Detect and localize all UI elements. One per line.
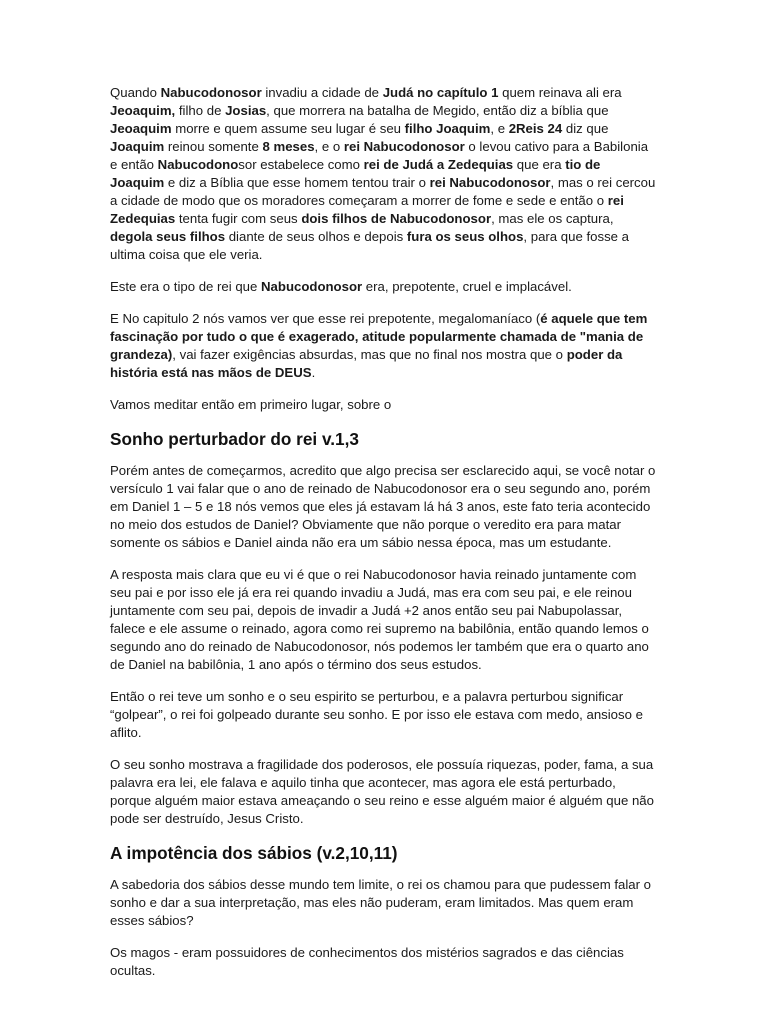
bold-text: 8 meses [262,139,315,154]
section-heading-wise-men: A impotência dos sábios (v.2,10,11) [110,843,398,863]
bold-text: filho Joaquim [404,121,491,136]
bold-text: 2Reis 24 [508,121,563,136]
bold-text: degola seus filhos [110,229,226,244]
bold-text: Joaquim [110,139,165,154]
bold-text: rei Nabucodonosor [343,139,465,154]
bold-text: Jeoaquim, [110,103,176,118]
section-heading-dream: Sonho perturbador do rei v.1,3 [110,429,359,449]
paragraph-clarification: Porém antes de começarmos, acredito que algo precisa ser esclarecido aqui, se você notar o versículo 1 vai falar que o ano de reinado de Nabucodonosor era o seu segundo ano, porém em Daniel 1 – 5 e 18 nós vemos que eles já estavam lá há 3 anos, este fato teria acontecido no meio dos estudos de Daniel? Obviamente que não porque o veredito era para matar somente os sábios e Daniel ainda não era um sábio nessa época, mas um estudante. [110,463,656,550]
bold-text: Jeoaquim [110,121,172,136]
bold-text: Josias [225,103,267,118]
paragraph-wisdom-limit: A sabedoria dos sábios desse mundo tem limite, o rei os chamou para que pudessem falar o sonho e dar a sua interpretação, mas eles não puderam, eram limitados. Mas quem eram esses sábios? [110,877,651,928]
bold-text: fura os seus olhos [406,229,524,244]
bold-text: Nabucodonosor [160,85,262,100]
bold-text: tio de Joaquim [110,157,601,190]
bold-text: Judá no capítulo 1 [382,85,499,100]
paragraph-intro: Quando Nabucodonosor invadiu a cidade de Judá no capítulo 1 quem reinava ali era Jeoaquim, filho de Josias, que morrera na batalha de Megido, então diz a bíblia que Jeoaquim morre e quem assume seu lugar é seu filho Joaquim, e 2Reis 24 diz que Joaquim reinou somente 8 meses, e o rei Nabucodonosor o levou cativo para a Babilonia e então Nabucodonosor estabelece como rei de Judá a Zedequias que era tio de Joaquim e diz a Bíblia que esse homem tentou trair o rei Nabucodonosor, mas o rei cercou a cidade de modo que os moradores começaram a morrer de fome e sede e então o rei Zedequias tenta fugir com seus dois filhos de Nabucodonosor, mas ele os captura, degola seus filhos diante de seus olhos e depois fura os seus olhos, para que fosse a ultima coisa que ele veria. [110,85,656,262]
paragraph-dream-troubled: Então o rei teve um sonho e o seu espirito se perturbou, e a palavra perturbou significar “golpear”, o rei foi golpeado durante seu sonho. E por isso ele estava com medo, ansioso e aflito. [110,689,643,740]
bold-text: rei de Judá a Zedequias [363,157,514,172]
bold-text: poder da história está nas mãos de DEUS [110,347,623,380]
paragraph-chapter-2: E No capitulo 2 nós vamos ver que esse rei prepotente, megalomaníaco (é aquele que tem fascinação por tudo o que é exagerado, atitude popularmente chamada de "mania de grandeza), vai fazer exigências absurdas, mas que no final nos mostra que o poder da história está nas mãos de DEUS. [110,311,648,380]
bold-text: Nabucodono [157,157,239,172]
paragraph-magicians: Os magos - eram possuidores de conhecimentos dos mistérios sagrados e das ciências ocultas. [110,945,624,978]
bold-text: dois filhos de Nabucodonosor [301,211,492,226]
paragraph-answer: A resposta mais clara que eu vi é que o rei Nabucodonosor havia reinado juntamente com seu pai e por isso ele já era rei quando invadiu a Judá, mas era com seu pai, e ele reinou juntamente com seu pai, depois de invadir a Judá +2 anos então seu pai Nabupolassar, falece e ele assume o reinado, agora como rei supremo na babilônia, então quando lemos o segundo ano do reinado de Nabucodonosor, nós podemos ler também que era o quarto ano de Daniel na babilônia, 1 ano após o término dos seus estudos. [110,567,649,672]
paragraph-meditate: Vamos meditar então em primeiro lugar, sobre o [110,397,392,412]
bold-text: rei Nabucodonosor [429,175,551,190]
bold-text: rei Zedequias [110,193,624,226]
paragraph-king-type: Este era o tipo de rei que Nabucodonosor era, prepotente, cruel e implacável. [110,279,572,294]
bold-text: é aquele que tem fascinação por tudo o que é exagerado, atitude popularmente chamada de "mania de grandeza) [110,311,648,362]
bold-text: Nabucodonosor [261,279,363,294]
paragraph-fragility: O seu sonho mostrava a fragilidade dos poderosos, ele possuía riquezas, poder, fama, a sua palavra era lei, ele falava e aquilo tinha que acontecer, mas agora ele está perturbado, porque alguém maior estava ameaçando o seu reino e esse alguém maior é alguém que não pode ser destruído, Jesus Cristo. [110,757,654,826]
